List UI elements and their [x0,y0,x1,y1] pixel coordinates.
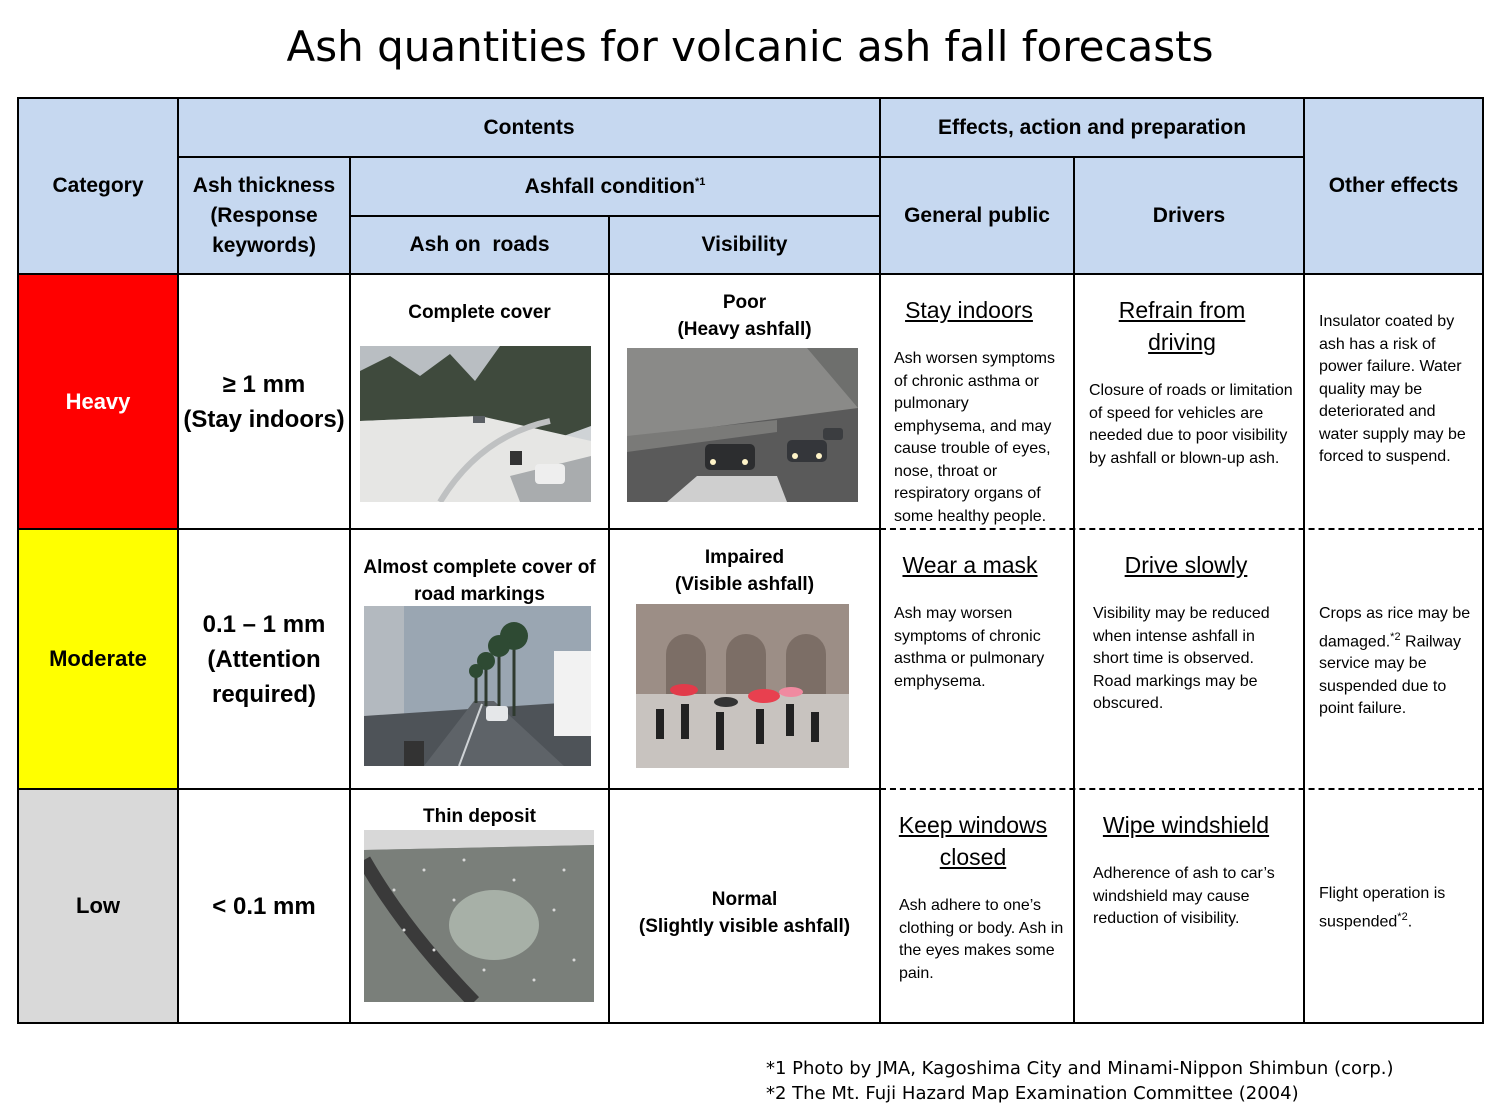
road-caption-moderate-line2: road markings [414,584,545,605]
footnote-marker: *1 [694,176,706,188]
grid-line [879,97,881,1024]
grid-line [1073,156,1075,1024]
header-category [18,98,178,274]
road-caption-heavy: Complete cover [408,302,551,323]
driver-desc-moderate: Visibility may be reduced when intense ashfall in short time is observed. Road markings may be obscured. [1093,605,1270,712]
driver-action-low: Wipe windshield [1102,812,1270,838]
other-effects-heavy: Insulator coated by ash has a risk of power failure. Water quality may be deteriorated and water supply may be forced to suspend. [1319,313,1466,465]
grid-line [608,215,610,1024]
road-caption-low: Thin deposit [423,806,536,827]
category-low-label: Low [76,893,120,918]
table-border-top [17,97,1484,99]
visibility-low-line2: (Slightly visible ashfall) [638,916,851,937]
public-desc-low: Ash adhere to one’s clothing or body. Ash in the eyes makes some pain. [899,897,1064,982]
visibility-moderate-line2: (Visible ashfall) [674,574,815,595]
thickness-low-value: < 0.1 mm [212,892,316,920]
public-action-low-line1: Keep windows [898,812,1048,838]
table-border-left [17,97,19,1024]
table-border-right [1482,97,1484,1024]
footnote-1: *1 Photo by JMA, Kagoshima City and Minami-Nippon Shimbun (corp.) [766,1058,1394,1079]
thickness-moderate [178,529,350,789]
header-category-label: Category [52,174,144,197]
photo-visibility-impaired [636,604,849,768]
category-moderate-label: Moderate [49,646,147,671]
grid-line [177,97,179,1024]
public-action-low [880,809,1066,873]
header-ash-on-roads [350,216,609,274]
page-title: Ash quantities for volcanic ash fall forecasts [286,22,1214,71]
category-heavy-label: Heavy [65,388,131,414]
header-other-effects-label: Other effects [1328,174,1459,197]
grid-dashed-line [880,528,1484,530]
grid-line [349,156,351,1024]
thickness-heavy-value: ≥ 1 mm [222,370,306,398]
header-contents [178,98,880,157]
table-border-bottom [17,1022,1484,1024]
thickness-low [178,789,350,1023]
photo-road-complete-cover [360,346,591,502]
visibility-moderate [609,544,880,598]
visibility-low-line1: Normal [711,889,778,910]
header-contents-label: Contents [483,115,575,139]
grid-line [17,788,880,790]
header-visibility-label: Visibility [701,233,788,256]
header-general-public [880,157,1074,274]
thickness-heavy [178,274,350,529]
header-drivers-label: Drivers [1152,203,1226,227]
public-action-low-line2: closed [939,844,1007,870]
public-action-moderate: Wear a mask [902,552,1038,578]
driver-action-moderate: Drive slowly [1124,552,1248,578]
public-action-heavy: Stay indoors [905,297,1033,323]
header-visibility [609,216,880,274]
visibility-moderate-line1: Impaired [704,547,785,568]
header-ash-thickness-line2: (Response [210,203,318,227]
other-effects-moderate-part1: Crops as rice may be damaged. [1319,605,1471,650]
visibility-heavy-line2: (Heavy ashfall) [677,319,812,340]
header-other-effects [1304,98,1483,274]
thickness-moderate-keyword-2: required) [211,680,316,708]
footnote-2: *2 The Mt. Fuji Hazard Map Examination Committee (2004) [766,1083,1299,1104]
public-desc-moderate: Ash may worsen symptoms of chronic asthma or pulmonary emphysema. [894,605,1045,690]
photo-visibility-heavy [627,348,858,502]
header-ashfall-condition [350,157,880,216]
grid-line [1303,97,1305,1024]
header-ashfall-condition-label: Ashfall condition [524,174,695,198]
public-desc-heavy: Ash worsen symptoms of chronic asthma or pulmonary emphysema, and may cause trouble of eyes, nose, throat or respiratory organs of some healthy people. [894,350,1055,525]
grid-line [178,156,1304,158]
header-effects [880,98,1304,157]
thickness-moderate-value: 0.1 – 1 mm [202,610,326,638]
header-effects-label: Effects, action and preparation [937,115,1247,139]
other-effects-low-part2: . [1407,912,1413,930]
header-ash-thickness-line3: keywords) [212,233,316,257]
thickness-moderate-keyword-1: (Attention [207,645,321,673]
photo-road-almost-complete-cover [364,606,591,766]
grid-dashed-line [880,788,1484,790]
grid-line [17,528,880,530]
visibility-heavy [609,289,880,343]
category-heavy [18,274,178,529]
category-low [18,789,178,1023]
header-ash-thickness [178,157,350,274]
header-ash-on-roads-label: Ash on roads [409,233,550,256]
thickness-heavy-keyword: (Stay indoors) [183,405,345,433]
grid-line [17,273,1484,275]
header-general-public-label: General public [904,203,1050,227]
other-effects-low-part1: Flight operation is suspended [1319,885,1446,930]
header-drivers [1074,157,1304,274]
other-effects-moderate [1319,603,1481,721]
visibility-heavy-line1: Poor [722,292,767,313]
other-effects-moderate-part2: Railway service may be suspended due to point failure. [1319,632,1462,718]
grid-line [350,215,880,217]
photo-road-thin-deposit [364,830,594,1002]
driver-action-heavy: Refrain from driving [1118,297,1246,355]
other-effects-low [1319,883,1459,933]
driver-desc-heavy: Closure of roads or limitation of speed for vehicles are needed due to poor visibility by ashfall or blown-up ash. [1089,382,1293,467]
visibility-low [609,886,880,940]
footnote-marker: *2 [1390,630,1401,643]
driver-desc-low: Adherence of ash to car’s windshield may cause reduction of visibility. [1093,865,1275,927]
road-caption-moderate [350,554,609,608]
road-caption-moderate-line1: Almost complete cover of [363,557,596,578]
footnote-marker: *2 [1397,910,1408,923]
category-moderate [18,529,178,789]
header-ash-thickness-line1: Ash thickness [192,173,336,197]
